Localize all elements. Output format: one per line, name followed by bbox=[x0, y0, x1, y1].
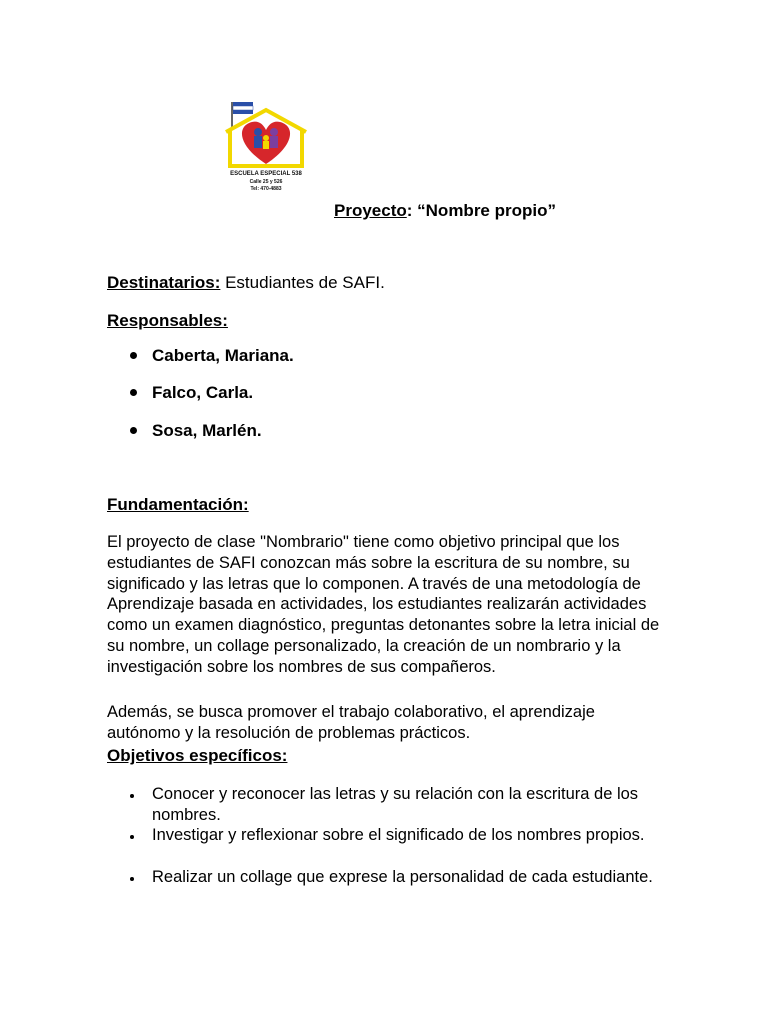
rationale-paragraph-2: Además, se busca promover el trabajo colaborativo, el aprendizaje autónomo y la resolución de problemas prácticos. bbox=[107, 703, 595, 742]
objective-item: Conocer y reconocer las letras y su relación con la escritura de los nombres. bbox=[152, 785, 639, 824]
logo-school-name: ESCUELA ESPECIAL 538 bbox=[230, 171, 302, 177]
school-logo bbox=[218, 98, 314, 194]
recipients-label: Destinatarios: bbox=[107, 273, 221, 292]
recipients-value: Estudiantes de SAFI. bbox=[220, 273, 385, 292]
project-title-label: Proyecto bbox=[334, 201, 407, 220]
objective-item: Realizar un collage que exprese la personalidad de cada estudiante. bbox=[152, 868, 653, 886]
logo-address: Calle 25 y 526 bbox=[249, 179, 283, 185]
bullet bbox=[130, 877, 134, 881]
bullet bbox=[130, 794, 134, 798]
objectives-heading: Objetivos específicos: bbox=[107, 746, 288, 765]
project-title-value: “Nombre propio” bbox=[417, 201, 556, 220]
objective-item: Investigar y reflexionar sobre el significado de los nombres propios. bbox=[152, 826, 645, 844]
bullet bbox=[130, 389, 137, 396]
bullet bbox=[130, 352, 137, 359]
logo-phone: Tel: 470-4883 bbox=[250, 186, 282, 192]
responsible-item: Falco, Carla. bbox=[152, 383, 254, 402]
recipients-line bbox=[107, 273, 385, 293]
rationale-paragraph-1: El proyecto de clase "Nombrario" tiene como objetivo principal que los estudiantes de SAFI conozcan más sobre la escritura de su nombre, su significado y las letras que lo componen. A través de una metodología de Aprendizaje basada en actividades, los estudiantes realizarán actividades como un examen diagnóstico, preguntas detonantes sobre la letra inicial de su nombre, un collage personalizado, la creación de un nombrario y la investigación sobre los nombres de sus compañeros. bbox=[107, 533, 660, 676]
bullet bbox=[130, 427, 137, 434]
responsible-item: Sosa, Marlén. bbox=[152, 421, 262, 440]
rationale-heading: Fundamentación: bbox=[107, 495, 249, 514]
responsibles-heading: Responsables: bbox=[107, 311, 228, 330]
responsible-item: Caberta, Mariana. bbox=[152, 346, 294, 365]
bullet bbox=[130, 835, 134, 839]
project-title bbox=[334, 201, 556, 221]
project-title-separator: : bbox=[406, 201, 413, 220]
